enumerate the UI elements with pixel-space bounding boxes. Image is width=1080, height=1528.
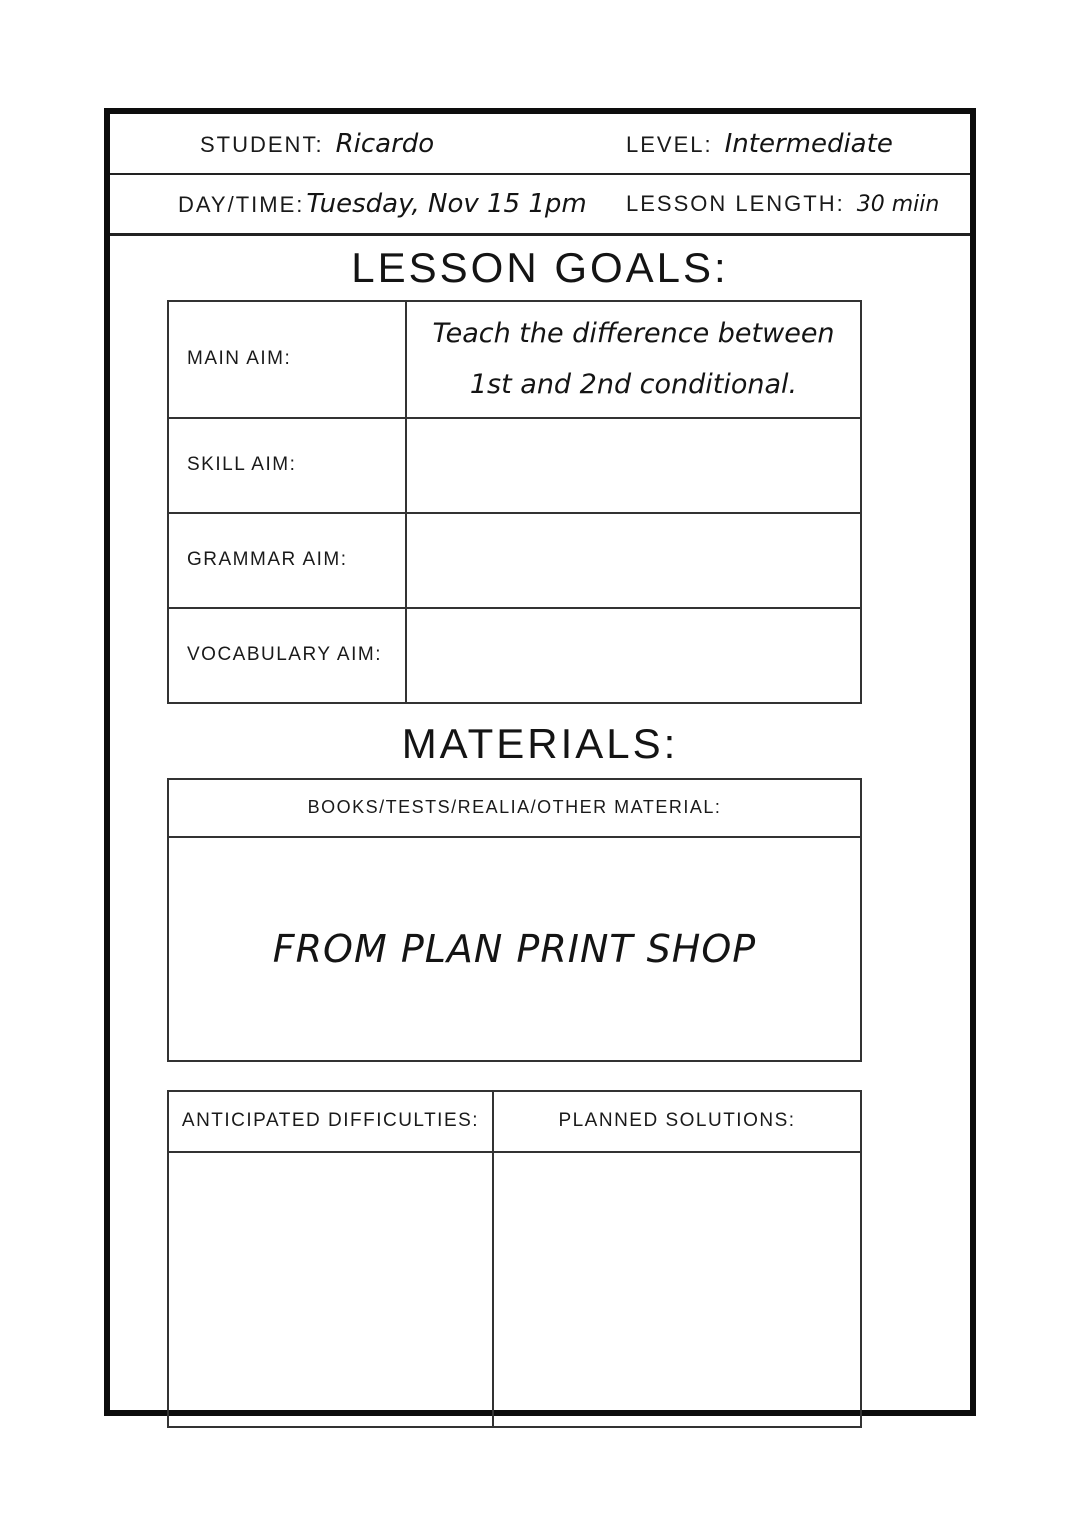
lesson-goals-table <box>167 300 862 704</box>
lesson-goals-title: LESSON GOALS: <box>351 244 729 291</box>
goals-row-main-aim <box>169 302 860 417</box>
daytime-label: DAY/TIME: <box>178 192 305 217</box>
student-value: Ricardo <box>335 128 435 159</box>
grammar-aim-label: GRAMMAR AIM: <box>187 549 348 571</box>
skill-aim-value-cell <box>407 419 860 512</box>
anticipated-difficulties-header-cell <box>169 1092 494 1151</box>
lesson-plan-page <box>104 108 976 1416</box>
student-label: STUDENT: <box>200 131 324 157</box>
difficulties-table <box>167 1090 862 1428</box>
level-field <box>626 129 970 159</box>
materials-title: MATERIALS: <box>401 719 679 767</box>
daytime-field <box>110 189 626 219</box>
vocabulary-aim-label-cell <box>169 609 407 702</box>
student-field <box>110 129 626 159</box>
materials-box <box>167 778 862 1062</box>
lesson-length-value: 30 miin <box>856 192 940 217</box>
goals-row-vocabulary-aim <box>169 607 860 702</box>
goals-row-skill-aim <box>169 417 860 512</box>
daytime-value: Tuesday, Nov 15 1pm <box>306 189 587 219</box>
lesson-length-label: LESSON LENGTH: <box>626 191 845 216</box>
grammar-aim-label-cell <box>169 514 407 607</box>
vocabulary-aim-label: VOCABULARY AIM: <box>187 644 382 666</box>
level-label: LEVEL: <box>626 131 713 157</box>
difficulties-header-row <box>169 1092 860 1153</box>
lesson-length-field <box>626 191 970 217</box>
planned-solutions-label: PLANNED SOLUTIONS: <box>558 1110 796 1132</box>
difficulties-body-row <box>169 1153 860 1426</box>
materials-value: FROM PLAN PRINT SHOP <box>272 926 757 971</box>
goals-row-grammar-aim <box>169 512 860 607</box>
anticipated-difficulties-label: ANTICIPATED DIFFICULTIES: <box>181 1110 480 1132</box>
anticipated-difficulties-value-cell <box>169 1153 494 1426</box>
materials-header-cell <box>169 780 860 838</box>
main-aim-value: Teach the difference between 1st and 2nd conditional. <box>432 318 835 401</box>
header-row-student-level <box>110 114 970 175</box>
main-aim-label-cell <box>169 302 407 417</box>
level-value: Intermediate <box>724 128 893 159</box>
materials-header-label: BOOKS/TESTS/REALIA/OTHER MATERIAL: <box>307 797 722 818</box>
grammar-aim-value-cell <box>407 514 860 607</box>
header-row-daytime-length <box>110 175 970 236</box>
main-aim-label: MAIN AIM: <box>187 348 292 370</box>
skill-aim-label-cell <box>169 419 407 512</box>
skill-aim-label: SKILL AIM: <box>187 454 297 476</box>
main-aim-value-cell <box>407 302 860 417</box>
materials-body-cell <box>169 838 860 1060</box>
planned-solutions-header-cell <box>494 1092 860 1151</box>
vocabulary-aim-value-cell <box>407 609 860 702</box>
planned-solutions-value-cell <box>494 1153 860 1426</box>
